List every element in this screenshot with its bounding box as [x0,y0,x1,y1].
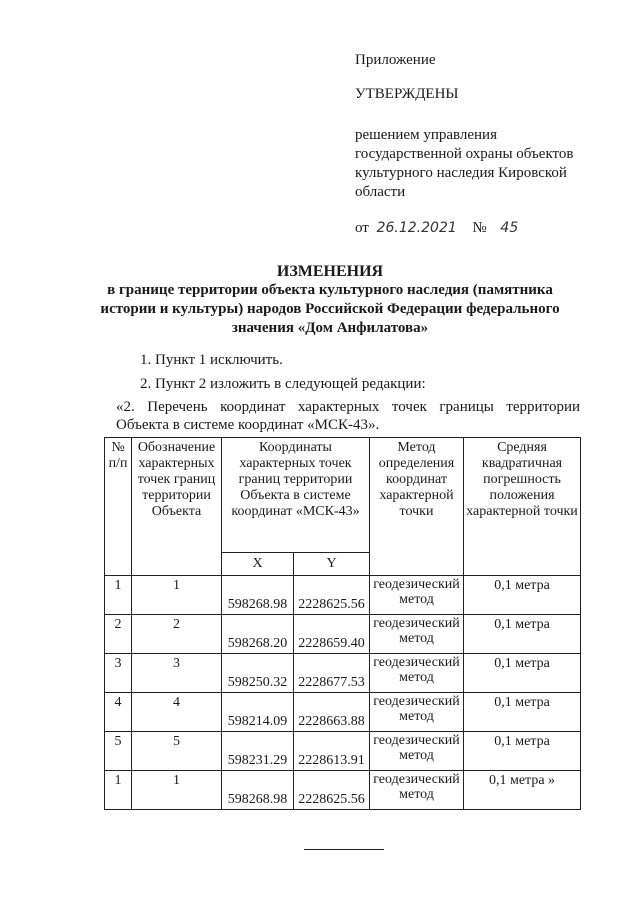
decision-line: области [355,184,406,200]
header-num: № п/п [105,438,132,576]
cell-x: 598268.98 [222,576,294,615]
cell-y: 2228613.91 [294,732,370,771]
cell-point: 1 [132,771,222,810]
table-row [105,732,581,771]
approved-label: УТВЕРЖДЕНЫ [355,86,459,102]
cell-x: 598214.09 [222,693,294,732]
number-value: 45 [500,220,519,236]
decision-line: культурного наследия Кировской [355,165,567,181]
table-row [105,771,581,810]
date-prefix: от [355,220,369,236]
cell-point: 1 [132,576,222,615]
table-row [105,576,581,615]
subtitle-line: значения «Дом Анфилатова» [231,320,429,336]
document-subtitle [90,281,570,338]
cell-error: 0,1 метра [464,693,581,732]
number-sign: № [472,220,487,236]
cell-y: 2228659.40 [294,615,370,654]
approval-block [355,50,625,238]
decision-line: решением управления [355,127,497,143]
date-line [355,218,625,238]
cell-error: 0,1 метра » [464,771,581,810]
item-2-quote-line-1: «2. Перечень координат характерных точек границы территории [116,399,580,415]
cell-error: 0,1 метра [464,576,581,615]
cell-x: 598268.98 [222,771,294,810]
cell-method: геодезический метод [370,576,464,615]
header-y: Y [294,553,370,576]
coordinates-table [104,437,581,810]
header-x: X [222,553,294,576]
cell-num: 1 [105,576,132,615]
header-error: Средняя квадратичная погрешность положения характерной точки [464,438,581,576]
cell-error: 0,1 метра [464,732,581,771]
cell-point: 4 [132,693,222,732]
cell-y: 2228625.56 [294,576,370,615]
cell-y: 2228663.88 [294,693,370,732]
header-designation: Обозначение характерных точек границ территории Объекта [132,438,222,576]
item-1-text: 1. Пункт 1 исключить. [140,352,283,368]
cell-method: геодезический метод [370,771,464,810]
decision-line: государственной охраны объектов [355,146,574,162]
header-method: Метод определения координат характерной точки [370,438,464,576]
cell-x: 598268.20 [222,615,294,654]
item-2-quote-line-2: Объекта в системе координат «МСК-43». [116,417,380,433]
table-row [105,693,581,732]
cell-point: 2 [132,615,222,654]
cell-method: геодезический метод [370,615,464,654]
cell-error: 0,1 метра [464,615,581,654]
header-coordinates: Координаты характерных точек границ территории Объекта в системе координат «МСК-43» [222,438,370,553]
cell-num: 1 [105,771,132,810]
cell-x: 598250.32 [222,654,294,693]
cell-method: геодезический метод [370,693,464,732]
cell-error: 0,1 метра [464,654,581,693]
date-value: 26.12.2021 [376,220,457,236]
cell-num: 5 [105,732,132,771]
decision-text [355,126,625,202]
cell-method: геодезический метод [370,654,464,693]
cell-num: 3 [105,654,132,693]
cell-point: 5 [132,732,222,771]
document-title: ИЗМЕНЕНИЯ [276,263,384,280]
subtitle-line: истории и культуры) народов Российской Федерации федерального [100,301,560,317]
appendix-label: Приложение [355,52,436,68]
item-2-text: 2. Пункт 2 изложить в следующей редакции: [140,376,426,392]
subtitle-line: в границе территории объекта культурного наследия (памятника [107,282,553,298]
cell-num: 2 [105,615,132,654]
footer-divider [304,849,384,850]
cell-method: геодезический метод [370,732,464,771]
table-row [105,654,581,693]
table-row [105,615,581,654]
cell-x: 598231.29 [222,732,294,771]
cell-point: 3 [132,654,222,693]
cell-y: 2228677.53 [294,654,370,693]
cell-num: 4 [105,693,132,732]
cell-y: 2228625.56 [294,771,370,810]
